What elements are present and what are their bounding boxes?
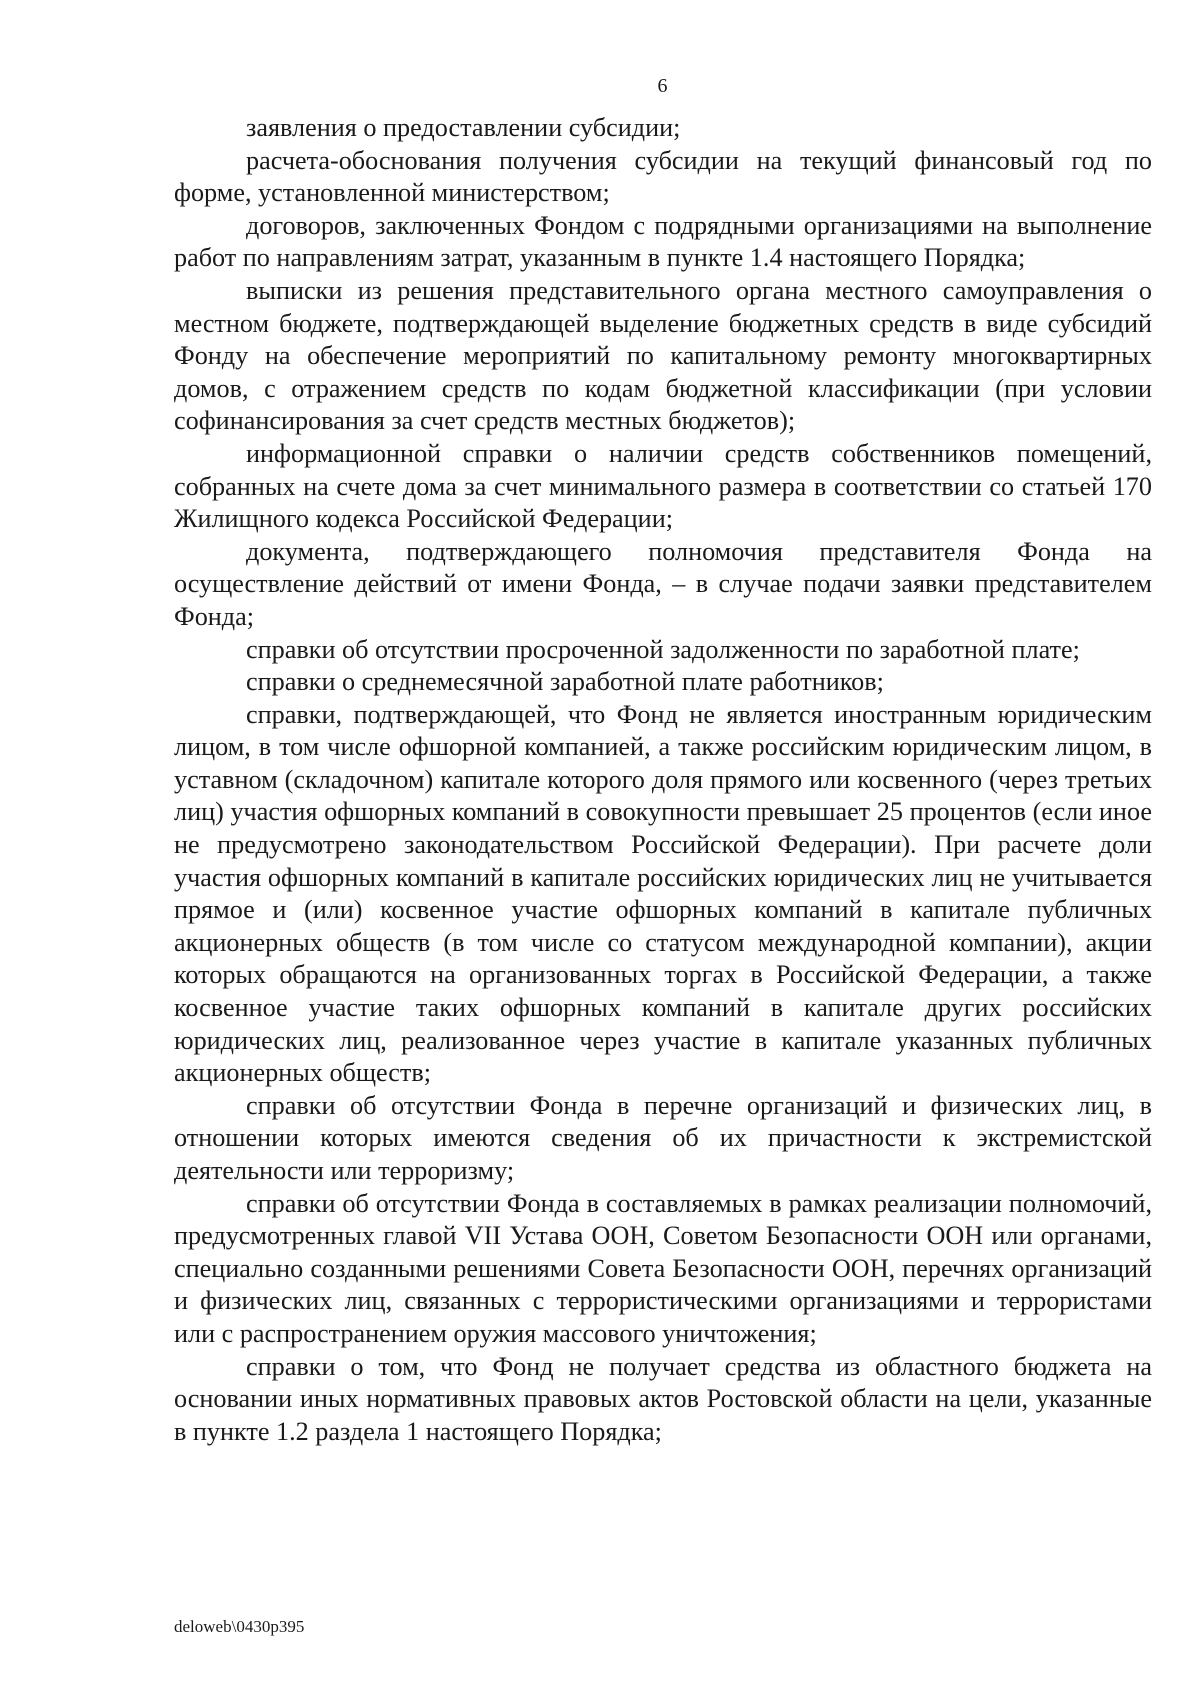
paragraph-average-wage: справки о среднемесячной заработной плате работников; <box>246 667 884 697</box>
paragraph-info-reference: информационной справки о наличии средств собственников помещений, собранных на счете дома за счет минимального размера в соответствии со статьей 170 Жилищного кодекса Российской Федерации; <box>174 438 1152 534</box>
footer-document-code: deloweb\0430p395 <box>174 1617 305 1636</box>
paragraph-extremism: справки об отсутствии Фонда в перечне организаций и физических лиц, в отношении которых имеются сведения об их причастности к экстремистской деятельности или терроризму; <box>174 1090 1152 1185</box>
paragraph-application: заявления о предоставлении субсидии; <box>246 113 681 142</box>
paragraph-authority-document: документа, подтверждающего полномочия представителя Фонда на осуществление действий от имени Фонда, – в случае подачи заявки представителем Фонда; <box>174 536 1152 631</box>
paragraph-un-sanctions: справки об отсутствии Фонда в составляемых в рамках реализации полномочий, предусмотренных главой VII Устава ООН, Советом Безопасности ООН или органами, специально созданными решениями Совета Безопасности ООН, перечнях организаций и физических лиц, связанных с террористическими организациями и террористами или с распространением оружия массового уничтожения; <box>174 1188 1152 1348</box>
paragraph-budget-extract: выписки из решения представительного органа местного самоуправления о местном бюджете, подтверждающей выделение бюджетных средств в виде субсидий Фонду на обеспечение мероприятий по капитальному ремонту многоквартирных домов, с отражением средств по кодам бюджетной классификации (при условии софинансирования за счет средств местных бюджетов); <box>174 275 1152 436</box>
paragraph-calculation: расчета-обоснования получения субсидии на текущий финансовый год по форме, установленной министерством; <box>174 145 1152 208</box>
page-number: 6 <box>657 75 668 97</box>
paragraph-wage-arrears: справки об отсутствии просроченной задолженности по заработной плате; <box>246 634 1080 664</box>
paragraph-offshore: справки, подтверждающей, что Фонд не является иностранным юридическим лицом, в том числе офшорной компанией, а также российским юридическим лицом, в уставном (складочном) капитале которого доля прямого или косвенного (через третьих лиц) участия офшорных компаний в совокупности превышает 25 процентов (если иное не предусмотрено законодательством Российской Федерации). При расчете доли участия офшорных компаний в капитале российских юридических лиц не учитывается прямое и (или) косвенное участие офшорных компаний в капитале публичных акционерных обществ (в том числе со статусом международной компании), акции которых обращаются на организованных торгах в Российской Федерации, а также косвенное участие таких офшорных компаний в капитале других российских юридических лиц, реализованное через участие в капитале указанных публичных акционерных обществ; <box>174 699 1152 1088</box>
paragraph-regional-budget: справки о том, что Фонд не получает средства из областного бюджета на основании иных нормативных правовых актов Ростовской области на цели, указанные в пункте 1.2 раздела 1 настоящего Порядка; <box>174 1351 1152 1446</box>
document-body <box>174 112 1152 1448</box>
paragraph-contracts: договоров, заключенных Фондом с подрядными организациями на выполнение работ по направлениям затрат, указанным в пункте 1.4 настоящего Порядка; <box>174 210 1152 273</box>
